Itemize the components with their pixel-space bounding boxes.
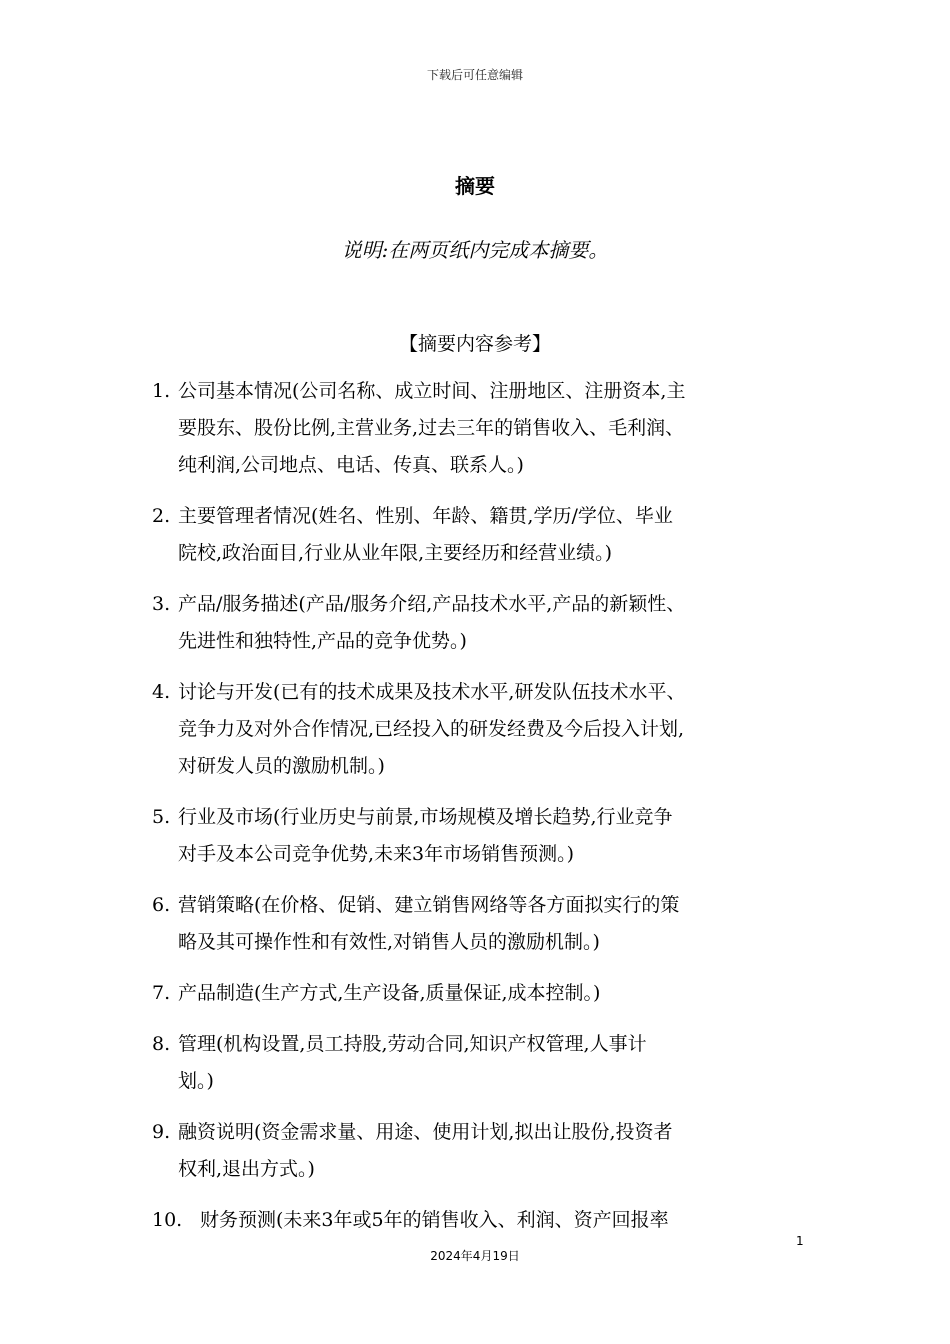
list-item-number: 8. xyxy=(152,1033,171,1055)
list-item-number: 7. xyxy=(152,982,171,1004)
header-note: 下载后可任意编辑 xyxy=(426,68,523,82)
list-item xyxy=(152,674,832,785)
list-item-number: 5. xyxy=(152,806,171,828)
list-item-text: 产品制造(生产方式,生产设备,质量保证,成本控制。) xyxy=(178,982,601,1004)
list-item-number: 9. xyxy=(152,1121,171,1143)
list-item xyxy=(152,887,832,961)
list-item xyxy=(152,975,832,1012)
list-item-number: 3. xyxy=(152,593,171,615)
list-item-number: 2. xyxy=(152,505,171,527)
list-item-text: 主要管理者情况(姓名、性别、年龄、籍贯,学历/学位、毕业 院校,政治面目,行业从业年限,主要经历和经营业绩。) xyxy=(178,505,673,564)
summary-reference-list xyxy=(152,373,832,1253)
list-item-text: 融资说明(资金需求量、用途、使用计划,拟出让股份,投资者 权利,退出方式。) xyxy=(178,1121,673,1180)
footer-date: 2024年4月19日 xyxy=(430,1249,520,1263)
list-item xyxy=(152,1202,832,1239)
list-item-number: 10. xyxy=(152,1209,183,1231)
list-item xyxy=(152,586,832,660)
list-item-text: 行业及市场(行业历史与前景,市场规模及增长趋势,行业竞争 对手及本公司竞争优势,未来3年市场销售预测。) xyxy=(178,806,673,865)
list-item-text: 财务预测(未来3年或5年的销售收入、利润、资产回报率 xyxy=(200,1209,669,1231)
list-item-number: 4. xyxy=(152,681,171,703)
list-item-text: 产品/服务描述(产品/服务介绍,产品技术水平,产品的新颖性、 先进性和独特性,产品的竞争优势。) xyxy=(178,593,686,652)
list-item xyxy=(152,1026,832,1100)
list-item-text: 营销策略(在价格、促销、建立销售网络等各方面拟实行的策 略及其可操作性和有效性,对销售人员的激励机制。) xyxy=(178,894,680,953)
instruction-text: 说明:在两页纸内完成本摘要。 xyxy=(341,238,609,262)
page-number: 1 xyxy=(796,1234,804,1248)
list-item-number: 6. xyxy=(152,894,171,916)
list-item-text: 讨论与开发(已有的技术成果及技术水平,研发队伍技术水平、 竞争力及对外合作情况,已经投入的研发经费及今后投入计划, 对研发人员的激励机制。) xyxy=(178,681,686,777)
list-item-text: 管理(机构设置,员工持股,劳动合同,知识产权管理,人事计 划。) xyxy=(178,1033,647,1092)
list-item xyxy=(152,498,832,572)
reference-heading: 【摘要内容参考】 xyxy=(398,333,551,355)
page-title: 摘要 xyxy=(455,174,495,198)
list-item xyxy=(152,799,832,873)
list-item-text: 公司基本情况(公司名称、成立时间、注册地区、注册资本,主 要股东、股份比例,主营业务,过去三年的销售收入、毛利润、 纯利润,公司地点、电话、传真、联系人。) xyxy=(178,380,686,476)
list-item xyxy=(152,1114,832,1188)
list-item-number: 1. xyxy=(152,380,171,402)
list-item xyxy=(152,373,832,484)
